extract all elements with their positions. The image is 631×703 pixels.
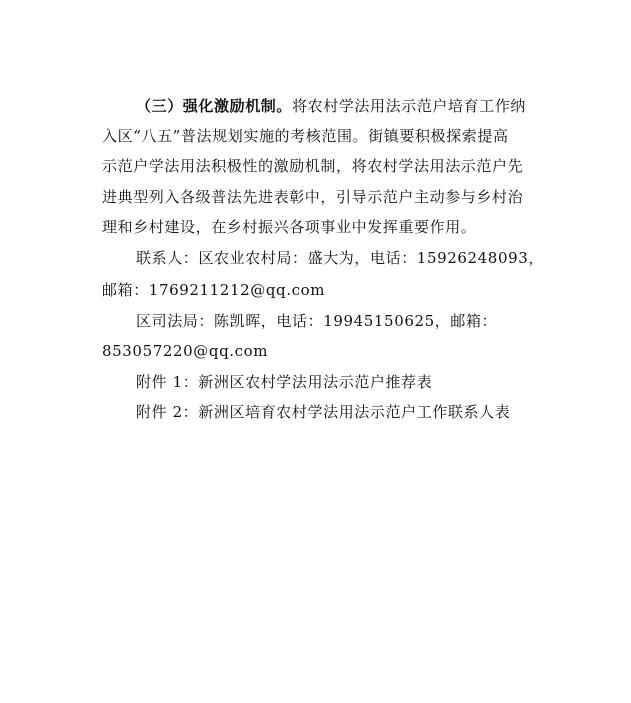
attachment-line: 附件 1：新洲区农村学法用法示范户推荐表 <box>136 373 433 391</box>
paragraph-line: 理和乡村建设，在乡村振兴各项事业中发挥重要作用。 <box>102 218 477 236</box>
section-heading: （三）强化激励机制。 <box>136 97 293 115</box>
paragraph-line: 入区“八五”普法规划实施的考核范围。街镇要积极探索提高 <box>102 127 509 145</box>
attachment-line: 附件 2：新洲区培育农村学法用法示范户工作联系人表 <box>136 403 511 421</box>
contact-email-line: 邮箱：1769211212@qq.com <box>102 281 326 299</box>
paragraph-line <box>136 96 526 116</box>
contact-line: 区司法局：陈凯晖，电话：19945150625，邮箱： <box>136 312 498 330</box>
contact-email-line: 853057220@qq.com <box>102 342 269 360</box>
line-text: 将农村学法用法示范户培育工作纳 <box>292 97 527 115</box>
paragraph-line: 示范户学法用法积极性的激励机制，将农村学法用法示范户先 <box>102 157 524 175</box>
paragraph-line: 进典型列入各级普法先进表彰中，引导示范户主动参与乡村治 <box>102 188 524 206</box>
contact-line: 联系人：区农业农村局：盛大为，电话：15926248093， <box>136 249 544 267</box>
